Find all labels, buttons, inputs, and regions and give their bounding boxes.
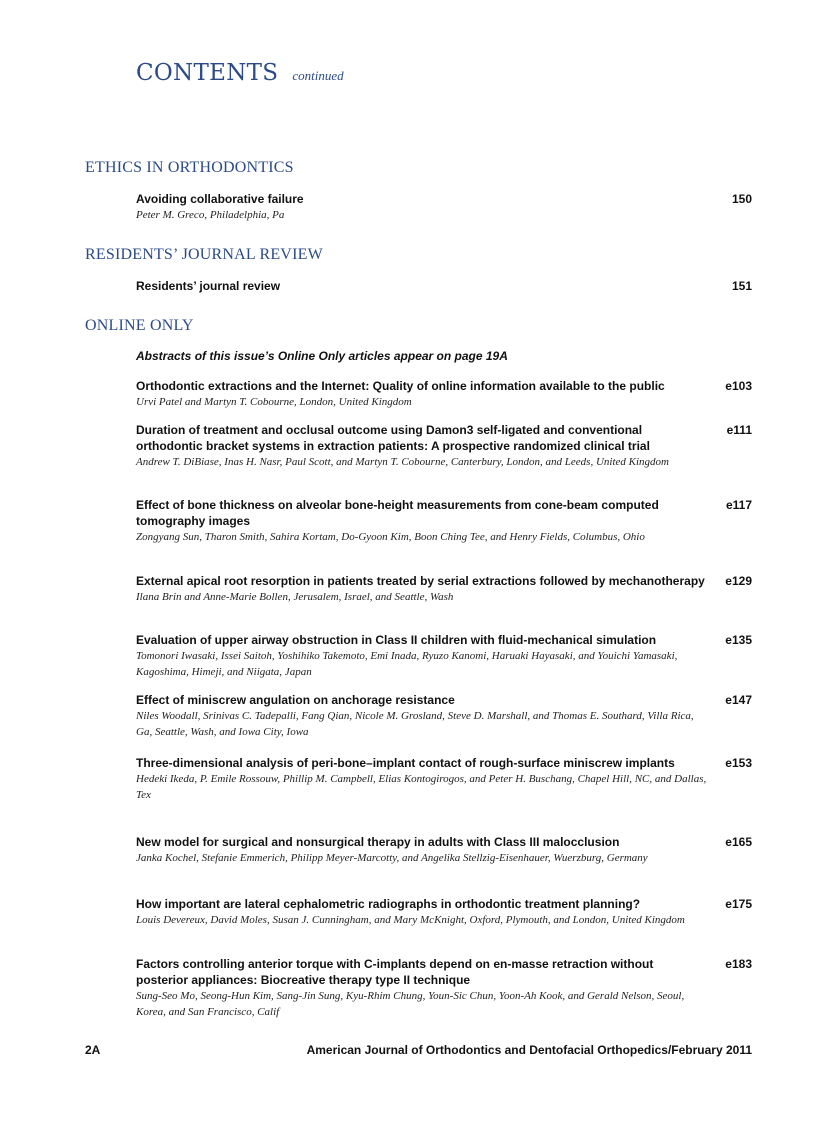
toc-entry[interactable]	[136, 191, 752, 223]
article-title[interactable]: Residents’ journal review	[136, 279, 281, 293]
article-authors: Urvi Patel and Martyn T. Cobourne, London, United Kingdom	[136, 396, 412, 408]
article-title[interactable]: External apical root resorption in patients treated by serial extractions followed by mechanotherapy	[136, 574, 705, 588]
toc-entry[interactable]	[136, 632, 752, 680]
article-title[interactable]: Orthodontic extractions and the Internet: Quality of online information available to the public	[136, 379, 665, 393]
article-page[interactable]: e183	[725, 957, 752, 971]
article-title[interactable]: How important are lateral cephalometric radiographs in orthodontic treatment planning?	[136, 897, 641, 911]
article-page[interactable]: e129	[725, 574, 752, 588]
article-title[interactable]: Three-dimensional analysis of peri-bone–implant contact of rough-surface miniscrew implants	[136, 756, 675, 770]
contents-header	[136, 60, 344, 86]
section-heading-online: ONLINE ONLY	[85, 317, 194, 334]
toc-entry[interactable]	[136, 896, 752, 928]
article-authors: Peter M. Greco, Philadelphia, Pa	[136, 209, 285, 221]
article-page[interactable]: e153	[725, 756, 752, 770]
online-note: Abstracts of this issue’s Online Only articles appear on page 19A	[136, 349, 508, 363]
article-authors: Louis Devereux, David Moles, Susan J. Cunningham, and Mary McKnight, Oxford, Plymouth, and London, United Kingdom	[136, 914, 685, 926]
toc-entry[interactable]	[136, 755, 752, 803]
article-page[interactable]: e175	[725, 897, 752, 911]
toc-entry[interactable]	[136, 278, 752, 294]
article-authors: Hedeki Ikeda, P. Emile Rossouw, Phillip M. Campbell, Elias Kontogirogos, and Peter H. Buschang, Chapel Hill, NC, and Dallas, Tex	[136, 773, 707, 801]
toc-entry[interactable]	[136, 692, 752, 740]
toc-entry[interactable]	[136, 834, 752, 866]
article-authors: Andrew T. DiBiase, Inas H. Nasr, Paul Scott, and Martyn T. Cobourne, Canterbury, London, and Leeds, United Kingdom	[136, 456, 669, 468]
section-heading-ethics: ETHICS IN ORTHODONTICS	[85, 159, 294, 176]
footer-page-label: 2A	[85, 1043, 101, 1057]
article-authors: Sung-Seo Mo, Seong-Hun Kim, Sang-Jin Sung, Kyu-Rhim Chung, Youn-Sic Chun, Yoon-Ah Kook, and Gerald Nelson, Seoul, Korea, and San Francisco, Calif	[136, 990, 685, 1018]
article-title[interactable]: Duration of treatment and occlusal outcome using Damon3 self-ligated and conventional orthodontic bracket systems in extraction patients: A prospective randomized clinical trial	[136, 423, 650, 453]
article-page[interactable]: e147	[725, 693, 752, 707]
article-title[interactable]: Factors controlling anterior torque with C-implants depend on en-masse retraction without posterior appliances: Biocreative therapy type II technique	[136, 957, 654, 987]
toc-entry[interactable]	[136, 422, 752, 470]
toc-entry[interactable]	[136, 378, 752, 410]
article-authors: Janka Kochel, Stefanie Emmerich, Philipp Meyer-Marcotty, and Angelika Stellzig-Eisenhauer, Wuerzburg, Germany	[136, 852, 648, 864]
article-page[interactable]: e111	[726, 423, 752, 437]
article-authors: Niles Woodall, Srinivas C. Tadepalli, Fang Qian, Nicole M. Grosland, Steve D. Marshall, and Thomas E. Southard, Villa Rica, Ga, Seattle, Wash, and Iowa City, Iowa	[136, 710, 694, 738]
article-title[interactable]: Effect of bone thickness on alveolar bone-height measurements from cone-beam computed tomography images	[136, 498, 659, 528]
article-title[interactable]: Avoiding collaborative failure	[136, 192, 304, 206]
article-page[interactable]: e117	[725, 498, 752, 512]
toc-entry[interactable]	[136, 573, 752, 605]
article-title[interactable]: Evaluation of upper airway obstruction in Class II children with fluid-mechanical simulation	[136, 633, 657, 647]
article-page[interactable]: e103	[725, 379, 752, 393]
article-page[interactable]: e135	[725, 633, 752, 647]
footer-journal: American Journal of Orthodontics and Dentofacial Orthopedics/February 2011	[306, 1043, 752, 1057]
article-page[interactable]: 151	[731, 279, 752, 293]
contents-title: CONTENTS	[136, 60, 279, 86]
article-authors: Tomonori Iwasaki, Issei Saitoh, Yoshihiko Takemoto, Emi Inada, Ryuzo Kanomi, Haruaki Hayasaki, and Youichi Yamasaki, Kagoshima, Himeji, and Niigata, Japan	[136, 650, 678, 678]
toc-entry[interactable]	[136, 497, 752, 545]
article-authors: Ilana Brin and Anne-Marie Bollen, Jerusalem, Israel, and Seattle, Wash	[136, 591, 454, 603]
contents-continued: continued	[292, 68, 344, 83]
article-page[interactable]: 150	[731, 192, 752, 206]
section-heading-residents: RESIDENTS’ JOURNAL REVIEW	[85, 246, 323, 263]
article-title[interactable]: New model for surgical and nonsurgical therapy in adults with Class III malocclusion	[136, 835, 620, 849]
article-authors: Zongyang Sun, Tharon Smith, Sahira Kortam, Do-Gyoon Kim, Boon Ching Tee, and Henry Fields, Columbus, Ohio	[136, 531, 645, 543]
toc-entry[interactable]	[136, 956, 752, 1020]
article-page[interactable]: e165	[725, 835, 752, 849]
article-title[interactable]: Effect of miniscrew angulation on anchorage resistance	[136, 693, 455, 707]
